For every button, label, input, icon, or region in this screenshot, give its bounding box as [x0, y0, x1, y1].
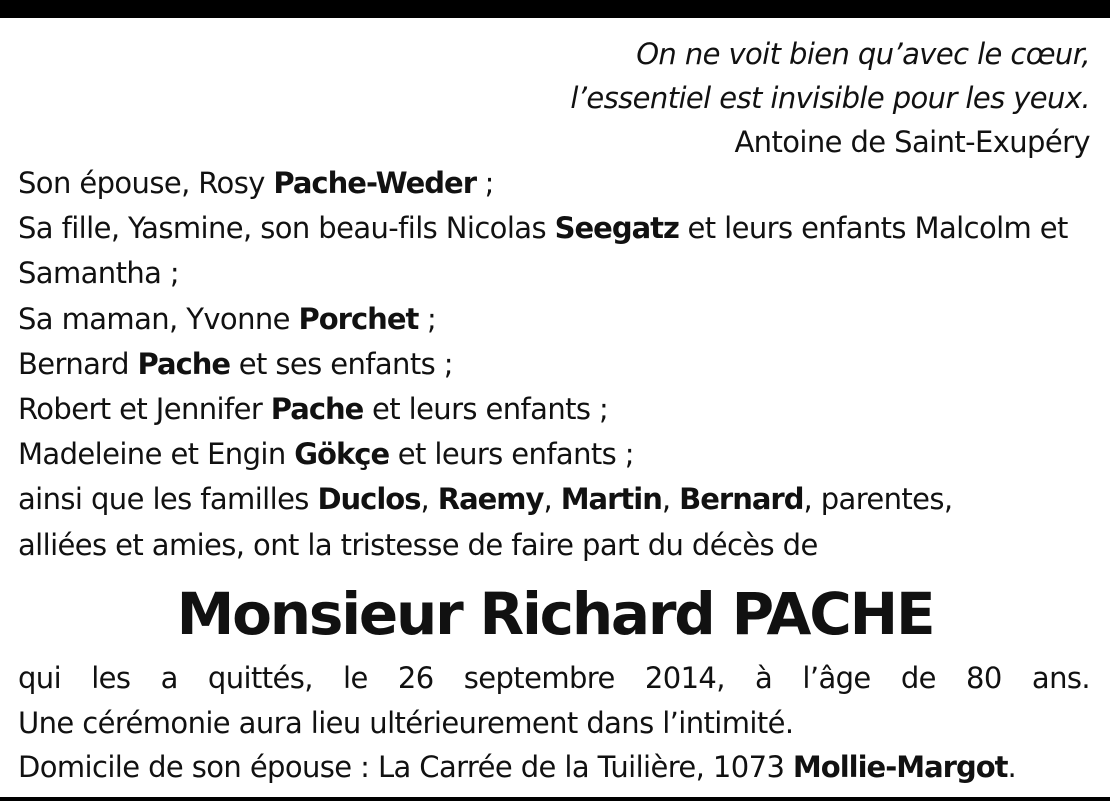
closing-text [18, 656, 1090, 790]
family-name: Duclos [317, 482, 421, 517]
top-border-bar [0, 0, 1110, 18]
quote-author: Antoine de Saint-Exupéry [734, 125, 1090, 159]
deceased-name-heading: Monsieur Richard PACHE [176, 580, 934, 648]
family-name: Bernard [679, 482, 804, 517]
family-line-families: ainsi que les familles Duclos, Raemy, Martin, Bernard, parentes, [18, 482, 953, 517]
family-line-robert: Robert et Jennifer Pache et leurs enfants ; [18, 392, 609, 427]
family-name: Gökçe [294, 437, 390, 472]
family-list [18, 161, 1092, 568]
family-name: Pache [270, 392, 364, 427]
quote-line-2: l’essentiel est invisible pour les yeux. [570, 81, 1090, 115]
epigraph-quote [290, 32, 1090, 164]
quote-line-1: On ne voit bien qu’avec le cœur, [636, 37, 1090, 71]
family-line-daughter: Sa fille, Yasmine, son beau-fils Nicolas Seegatz et leurs enfants Malcolm et Samantha ; [18, 211, 1068, 291]
place-name: Mollie-Margot [792, 750, 1008, 784]
bottom-border-rule [0, 797, 1110, 801]
family-line-spouse: Son épouse, Rosy Pache-Weder ; [18, 166, 494, 200]
family-name: Raemy [437, 482, 544, 517]
family-name: Pache [137, 346, 231, 381]
family-line-madeleine: Madeleine et Engin Gökçe et leurs enfants ; [18, 437, 634, 472]
family-name: Porchet [298, 301, 419, 336]
family-name: Pache-Weder [273, 166, 477, 200]
family-name: Martin [560, 482, 662, 517]
closing-line-address: Domicile de son épouse : La Carrée de la Tuilière, 1073 Mollie-Margot. [18, 750, 1017, 784]
family-line-mother: Sa maman, Yvonne Porchet ; [18, 301, 437, 336]
family-line-announcement: alliées et amies, ont la tristesse de faire part du décès de [18, 527, 818, 562]
closing-line-ceremony: Une cérémonie aura lieu ultérieurement dans l’intimité. [18, 705, 794, 740]
family-line-bernard: Bernard Pache et ses enfants ; [18, 346, 453, 381]
closing-line-date: qui les a quittés, le 26 septembre 2014, à l’âge de 80 ans. [18, 661, 1090, 695]
family-name: Seegatz [554, 211, 679, 246]
